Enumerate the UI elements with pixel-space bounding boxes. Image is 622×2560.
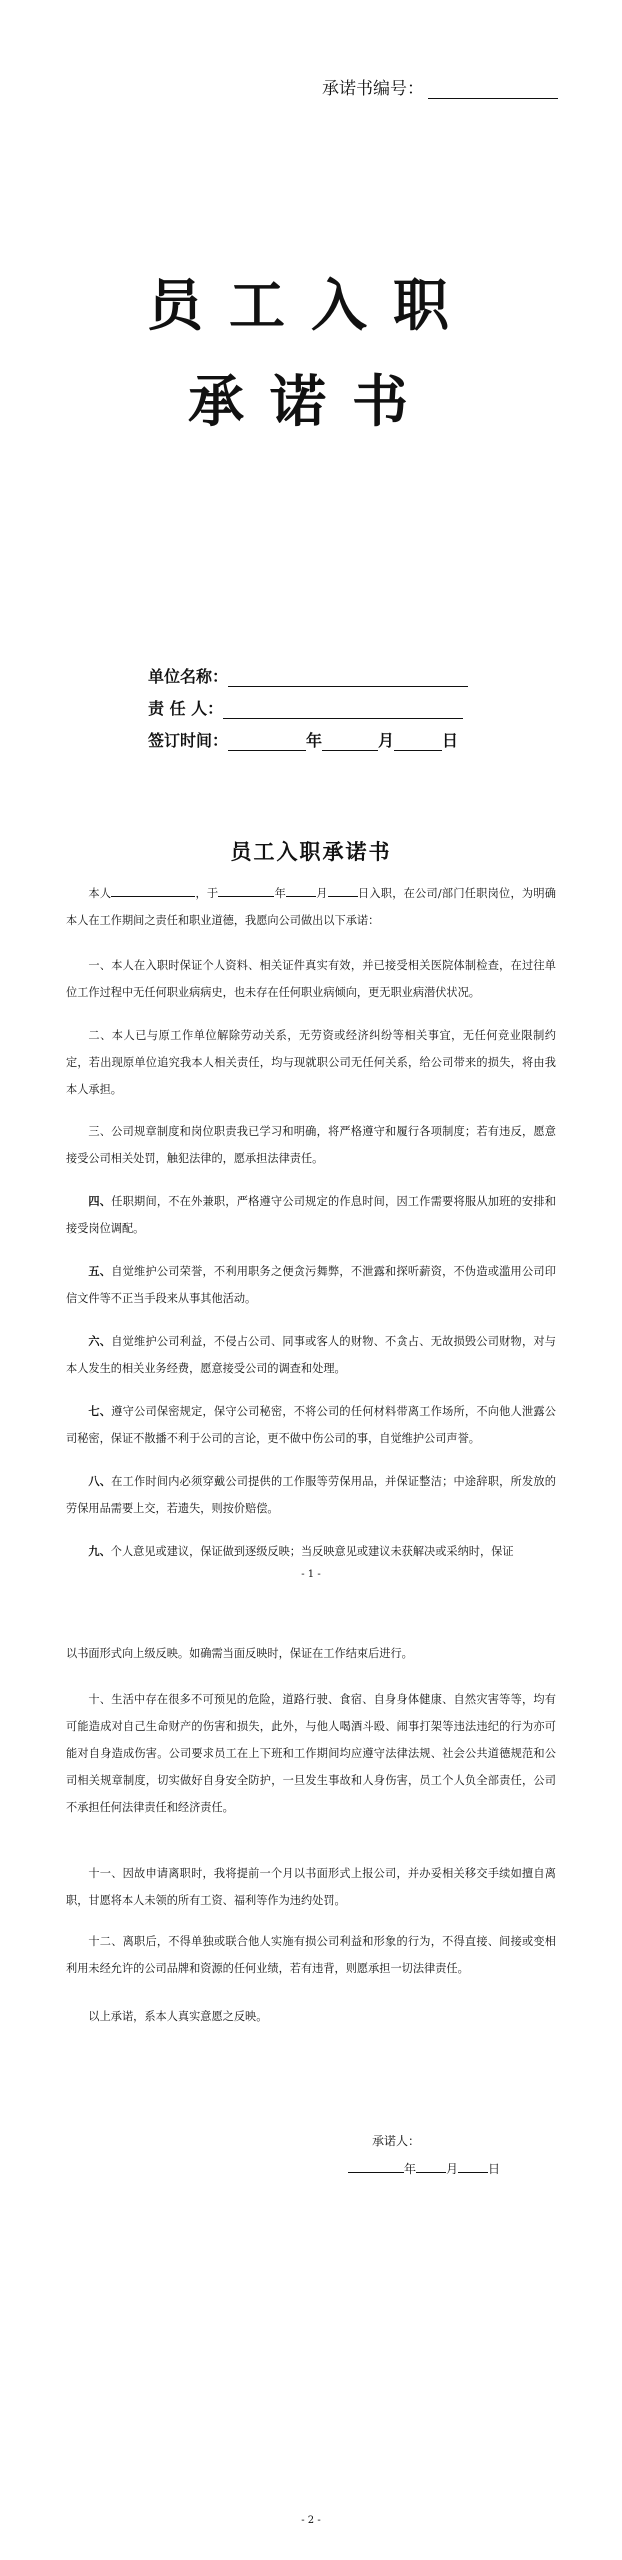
signature-date <box>348 2160 500 2177</box>
clause-4 <box>66 1188 556 1242</box>
year-blank <box>228 734 306 751</box>
year-label: 年 <box>306 731 323 750</box>
signature-year-blank <box>348 2160 404 2173</box>
clause-6-number: 六、 <box>88 1334 112 1348</box>
clause-8 <box>66 1468 556 1522</box>
intro-part-2: ，于 <box>195 887 219 900</box>
unit-name-row <box>148 664 468 687</box>
document-number <box>322 74 558 99</box>
signature-year-label: 年 <box>404 2162 417 2176</box>
day-blank <box>394 734 442 751</box>
signature-day-label: 日 <box>488 2162 501 2176</box>
signature-day-blank <box>458 2160 488 2173</box>
unit-name-label: 单位名称： <box>148 667 229 686</box>
intro-month-label: 月 <box>316 887 328 900</box>
cover-title-line2: 承诺书 <box>188 369 434 435</box>
clause-7-text: 遵守公司保密规定，保守公司秘密，不将公司的任何材料带离工作场所，不向他人泄露公司秘密，保证不散播不利于公司的言论，更不做中伤公司的事，自觉维护公司声誉。 <box>66 1405 556 1445</box>
intro-paragraph <box>66 880 556 934</box>
document-number-label: 承诺书编号： <box>322 79 424 99</box>
clause-1: 一、本人在入职时保证个人资料、相关证件真实有效，并已接受相关医院体制检查，在过往单位工作过程中无任何职业病病史，也未存在任何职业病倾向，更无职业病潜伏状况。 <box>66 959 556 999</box>
name-blank <box>111 885 195 897</box>
intro-year-blank <box>218 885 274 897</box>
intro-day-blank <box>328 885 358 897</box>
clause-7 <box>66 1398 556 1452</box>
month-blank <box>322 734 378 751</box>
clause-3: 三、公司规章制度和岗位职责我已学习和明确，将严格遵守和履行各项制度；若有违反，愿意接受公司相关处罚，触犯法律的，愿承担法律责任。 <box>66 1125 556 1165</box>
document-number-blank <box>428 82 558 99</box>
clause-9-text: 个人意见或建议，保证做到逐级反映；当反映意见或建议未获解决或采纳时，保证 <box>110 1545 514 1558</box>
responsible-person-label: 责 任 人： <box>148 699 224 718</box>
sign-date-label: 签订时间： <box>148 731 229 750</box>
month-label: 月 <box>378 731 395 750</box>
clause-8-text: 在工作时间内必须穿戴公司提供的工作服等劳保用品，并保证整洁；中途辞职，所发放的劳保用品需要上交，若遗失，则按价赔偿。 <box>66 1475 556 1515</box>
clause-6-text: 自觉维护公司利益，不侵占公司、同事或客人的财物、不贪占、无故损毁公司财物，对与本人发生的相关业务经费，愿意接受公司的调查和处理。 <box>66 1335 556 1375</box>
signer-label: 承诺人： <box>372 2134 421 2148</box>
page-number-2: - 2 - <box>301 2515 321 2526</box>
intro-month-blank <box>286 885 316 897</box>
responsible-person-blank <box>223 702 463 719</box>
clause-4-text: 任职期间，不在外兼职，严格遵守公司规定的作息时间，因工作需要将服从加班的安排和接受岗位调配。 <box>66 1195 556 1235</box>
clause-9-continued: 以书面形式向上级反映。如确需当面反映时，保证在工作结束后进行。 <box>66 1647 413 1660</box>
letter-title: 员工入职承诺书 <box>230 839 392 864</box>
sign-date-row <box>148 728 458 751</box>
clause-8-number: 八、 <box>88 1474 112 1488</box>
clause-10: 十、生活中存在很多不可预见的危险，道路行驶、食宿、自身身体健康、自然灾害等等，均有可能造成对自己生命财产的伤害和损失，此外，与他人喝酒斗殴、闹事打架等违法违纪的行为亦可能对自身造成伤害。公司要求员工在上下班和工作期间均应遵守法律法规、社会公共道德规范和公司相关规章制度，切实做好自身安全防护，一旦发生事故和人身伤害，员工个人负全部责任，公司不承担任何法律责任和经济责任。 <box>66 1693 556 1814</box>
intro-year-label: 年 <box>274 887 287 900</box>
clause-5 <box>66 1258 556 1312</box>
intro-part-1: 本人 <box>88 887 112 900</box>
clause-6 <box>66 1328 556 1382</box>
responsible-person-row <box>148 696 463 719</box>
clause-5-number: 五、 <box>88 1264 112 1278</box>
clause-5-text: 自觉维护公司荣誉，不利用职务之便贪污舞弊，不泄露和探听薪资，不伪造或滥用公司印信文件等不正当手段来从事其他活动。 <box>66 1265 556 1305</box>
clause-9 <box>66 1538 556 1565</box>
intro-part-3: 日入职，在公司/部门任职岗位，为明确本人在工作期间之责任和职业道德，我愿向公司做出以下承诺： <box>66 887 556 927</box>
closing-statement: 以上承诺，系本人真实意愿之反映。 <box>88 2010 268 2023</box>
cover-title-line1: 员工入职 <box>147 273 475 339</box>
clause-2: 二、本人已与原工作单位解除劳动关系，无劳资或经济纠纷等相关事宜，无任何竞业限制约定，若出现原单位追究我本人相关责任，均与现就职公司无任何关系，给公司带来的损失，将由我本人承担。 <box>66 1029 556 1096</box>
signature-month-blank <box>416 2160 446 2173</box>
page-number-1: - 1 - <box>301 1569 321 1580</box>
clause-9-number: 九、 <box>88 1544 111 1558</box>
clause-4-number: 四、 <box>88 1194 112 1208</box>
signature-month-label: 月 <box>446 2162 459 2176</box>
clause-12: 十二、离职后，不得单独或联合他人实施有损公司利益和形象的行为，不得直接、间接或变相利用未经允许的公司品牌和资源的任何业绩，若有违背，则愿承担一切法律责任。 <box>66 1935 556 1975</box>
clause-11: 十一、因故申请离职时，我将提前一个月以书面形式上报公司，并办妥相关移交手续如擅自离职，甘愿将本人未领的所有工资、福利等作为违约处罚。 <box>66 1867 556 1907</box>
unit-name-blank <box>228 670 468 687</box>
day-label: 日 <box>442 731 459 750</box>
clause-7-number: 七、 <box>88 1404 112 1418</box>
